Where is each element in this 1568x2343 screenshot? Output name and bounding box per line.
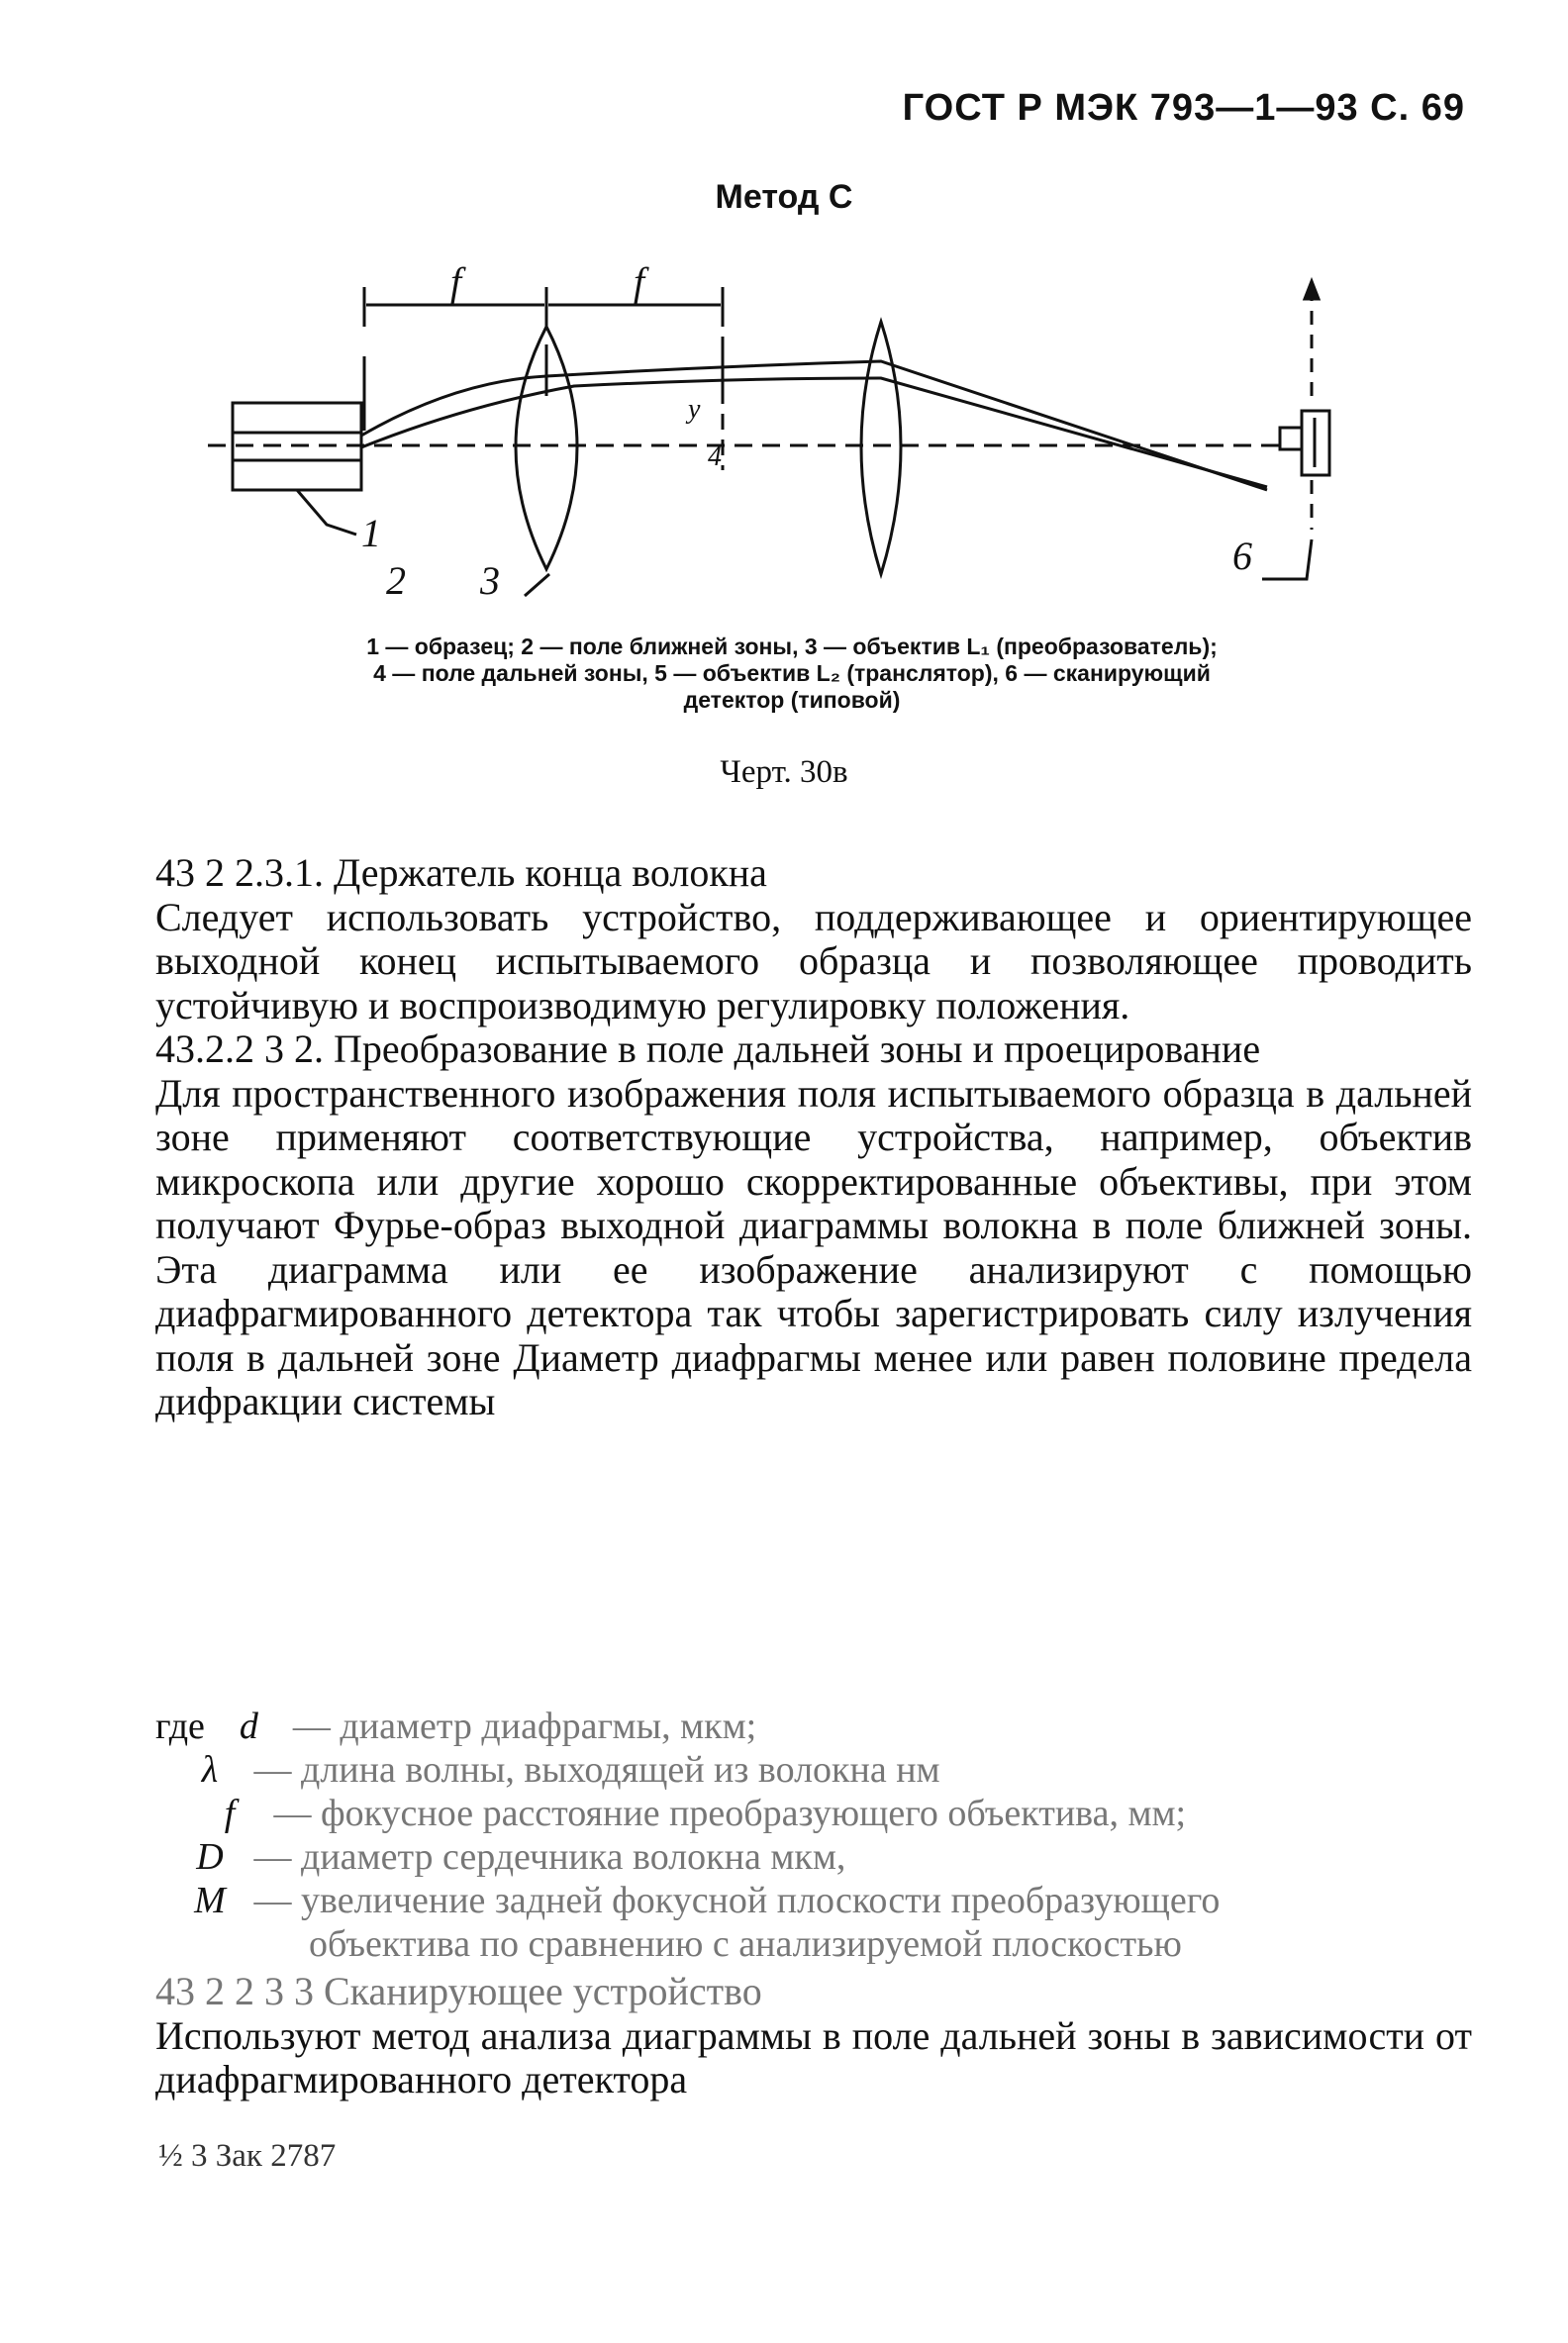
definition-text: — фокусное расстояние преобразующего объектива, мм; — [273, 1793, 1187, 1834]
figure-label-4: 4 — [708, 441, 722, 472]
definition-symbol: M — [194, 1880, 226, 1921]
figure-label-1: 1 — [361, 511, 381, 555]
legend-line: 4 — поле дальней зоны, 5 — объектив L₂ (транслятор), 6 — сканирующий — [373, 660, 1211, 686]
dim-label-f2: f — [634, 259, 645, 304]
definition-text: — диаметр сердечника волокна мкм, — [253, 1836, 846, 1878]
definition-row — [155, 1879, 1472, 1922]
figure-method-title: Метод С — [715, 178, 853, 216]
optical-diagram — [198, 259, 1386, 614]
definition-row — [155, 1835, 1472, 1879]
section-heading: 43 2 2.3.1. Держатель конца волокна — [155, 850, 767, 895]
definition-row — [155, 1748, 1472, 1792]
definition-symbol: D — [196, 1836, 224, 1878]
page-header: ГОСТ Р МЭК 793—1—93 С. 69 — [902, 87, 1465, 129]
definition-symbol: f — [224, 1793, 236, 1834]
legend-line: 1 — образец; 2 — поле ближней зоны, 3 — объектив L₁ (преобразователь); — [366, 634, 1218, 659]
secondary-text — [155, 1970, 1472, 2102]
dim-label-f1: f — [450, 259, 462, 304]
section-heading: 43.2.2 3 2. Преобразование в поле дальней зоны и проецирование — [155, 1026, 1261, 1071]
figure-label-6: 6 — [1232, 534, 1252, 578]
definition-text: — длина волны, выходящей из волокна нм — [253, 1749, 940, 1791]
paragraph: Следует использовать устройство, поддерживающее и ориентирующее выходной конец испытываемого образца и позволяющее проводить устойчивую и воспроизводимую регулировку положения. — [155, 894, 1472, 1027]
definition-row — [155, 1705, 1472, 1748]
paragraph: Для пространственного изображения поля испытываемого образца в дальней зоне применяют соответствующие устройства, например, объектив микроскопа или другие хорошо скорректированные объективы, при этом получают Фурье-образ выходной диаграммы волокна в поле ближней зоны. Эта диаграмма или ее изображение анализируют с помощью диафрагмированного детектора так чтобы зарегистрировать силу излучения поля в дальней зоне Диаметр диафрагмы менее или равен половине предела дифракции системы — [155, 1070, 1472, 1423]
definition-continuation: объектива по сравнению с анализируемой плоскостью — [309, 1923, 1182, 1965]
paragraph: Используют метод анализа диаграммы в поле дальней зоны в зависимости от диафрагмированного детектора — [155, 2012, 1472, 2101]
section-heading: 43 2 2 3 3 Сканирующее устройство — [155, 1969, 762, 2013]
definition-symbol: d — [239, 1706, 258, 1747]
definitions-list — [155, 1705, 1472, 1966]
definition-text: — диаметр диафрагмы, мкм; — [292, 1706, 757, 1747]
definition-symbol: λ — [201, 1749, 219, 1791]
definition-row — [155, 1792, 1472, 1835]
figure-caption: Черт. 30в — [720, 754, 848, 790]
definition-text: — увеличение задней фокусной плоскости преобразующего — [253, 1880, 1221, 1921]
definitions-intro: где — [155, 1706, 205, 1747]
lens-l2 — [861, 322, 901, 574]
figure-label-3: 3 — [480, 558, 500, 603]
main-text — [155, 851, 1472, 1424]
figure-legend — [203, 634, 1381, 714]
figure-label-2: 2 — [386, 558, 406, 603]
figure-label-y: y — [688, 394, 701, 425]
print-note: ½ 3 Зак 2787 — [158, 2138, 337, 2174]
legend-line: детектор (типовой) — [683, 687, 901, 713]
